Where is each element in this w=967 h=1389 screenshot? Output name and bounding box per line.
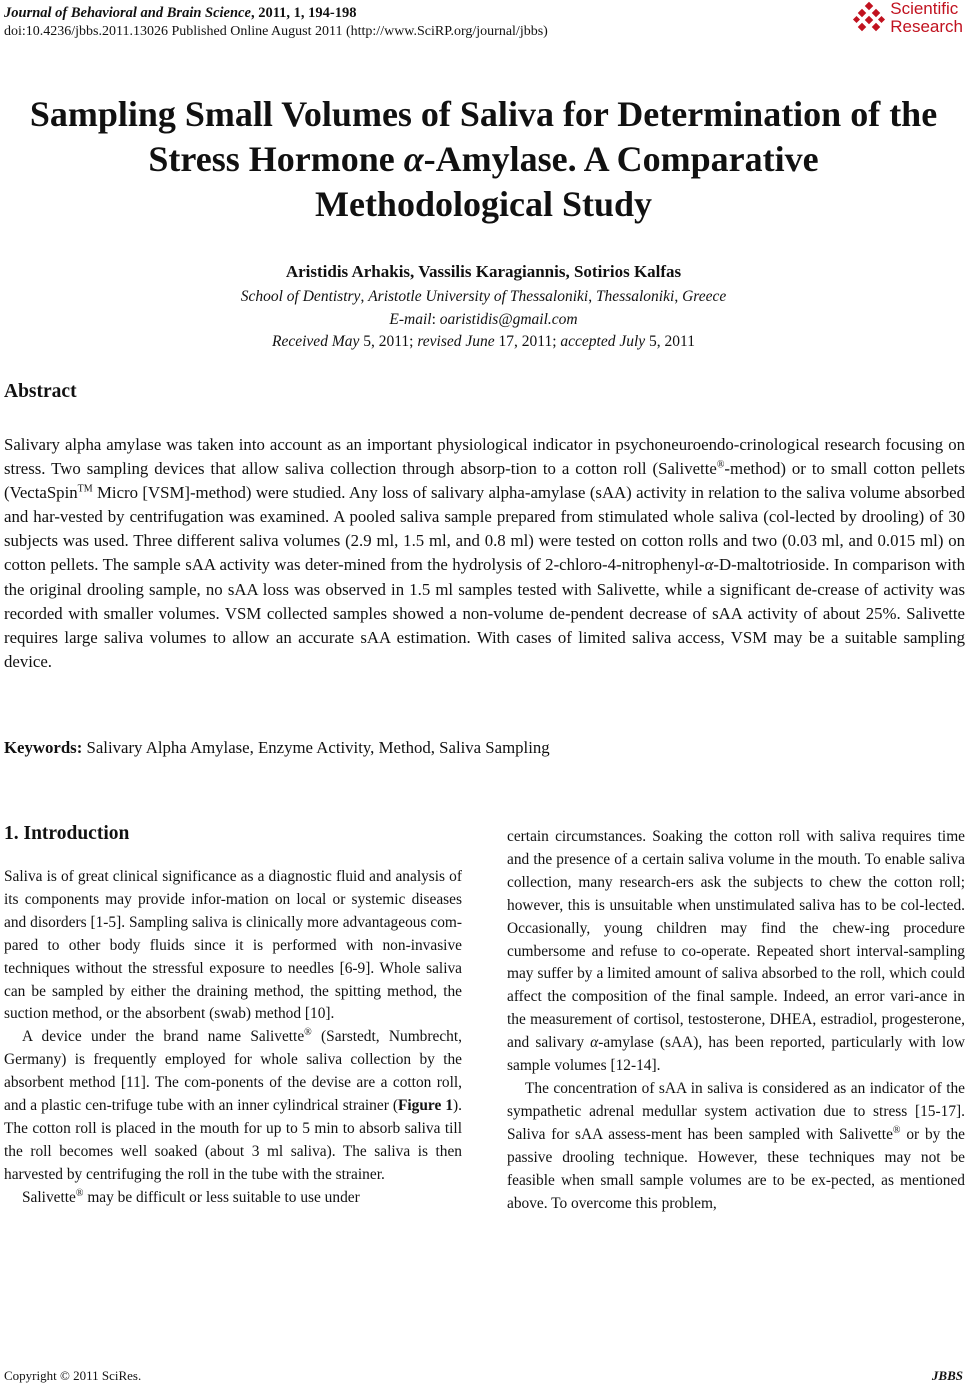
running-header [4,4,548,41]
registered-mark: ® [304,1027,312,1039]
author-email [0,310,967,330]
logo-word-1: Scientific [890,0,959,18]
right-p2-part-b: or by the passive drooling technique. However, these techniques may not be feasible when small sample volumes are to be ex-pected, as mentioned above. To overcome this problem, [507,1125,965,1212]
intro-paragraph-3 [4,1187,462,1210]
right-p2-part-a: The concentration of sAA in saliva is considered as an indicator of the sympathetic adrenal medullar system activation due to stress [15-17]. Saliva for sAA assess-ment has been sampled with Salivette [507,1079,965,1143]
figure-1-reference[interactable]: Figure 1 [397,1097,454,1115]
publisher-logo [852,0,963,36]
affiliation [0,287,967,307]
abstract-part-2: -method) or to small cotton pellets (VectaSpin [4,459,965,503]
affiliation-university: Aristotle University of Thessaloniki [368,288,589,305]
body-column-left [4,818,462,1210]
trademark-mark: TM [77,483,93,495]
intro-p2-part-c: ). The cotton roll is placed in the mouth for up to 5 min to absorb saliva till the roll becomes well soaked (about 3 ml saliva). The saliva is then harvested by centrifuging the roll in the tube with the strainer. [4,1097,462,1183]
title-line-2c: -Amylase. A Comparative [423,139,819,179]
abstract-alpha: α [704,555,714,575]
section-heading-introduction: 1. Introduction [4,823,130,844]
received-date: 5, 2011; [359,333,418,350]
abstract-heading: Abstract [4,381,77,402]
affiliation-city: Thessaloniki [595,288,675,305]
title-alpha: α [403,139,424,179]
logo-word-2: Research [890,17,963,36]
intro-p3-part-b: may be difficult or less suitable to use under [83,1188,360,1206]
manuscript-dates [0,332,967,352]
affiliation-sep: , [674,288,683,305]
affiliation-country: Greece [682,288,727,305]
registered-mark: ® [75,1187,84,1199]
journal-volume: , 2011, 1, 194-198 [250,5,357,21]
body-column-right [507,826,965,1215]
received-label: Received May [272,333,360,350]
logo-wordmark [890,0,963,36]
title-line-2a: Stress Hormone [148,139,404,179]
email-label: E-mail [389,311,432,328]
scientific-research-logo-icon [852,1,886,35]
revised-date: 17, 2011; [494,333,561,350]
accepted-date: 5, 2011 [645,333,695,350]
title-line-1: Sampling Small Volumes of Saliva for Determination of the [29,94,938,134]
intro-p2-part-b: (Sarstedt, Numbrecht, Germany) is frequently employed for whole saliva collection by the absorbent method [11]. The com-ponents of the devise are a cotton roll, and a plastic cen-trifuge tube with an inner cylindrical strainer ( [4,1028,462,1115]
registered-mark: ® [892,1124,901,1136]
affiliation-school: School of Dentistry [240,288,361,305]
abstract-part-1: Salivary alpha amylase was taken into account as an important physiological indicator in psychoneuroendo-crinological research focusing on stress. Two sampling devices that allow saliva collection through absorp-tion to a cotton roll (Salivette [4,435,965,479]
right-p1-part-b: -amylase (sAA), has been reported, particularly with low sample volumes [12-14]. [507,1034,965,1075]
keywords-label: Keywords: [4,738,83,757]
footer-journal-abbr: JBBS [931,1368,963,1383]
intro-paragraph-1: Saliva is of great clinical significance as a diagnostic fluid and analysis of its components may provide infor-mation on local or systemic diseases and disorders [1-5]. Sampling saliva is clinically more advantageous com-pared to other body fluids since it is performed with non-invasive techniques without the stressful exposure to needles [6-9]. Whole saliva can be sampled by either the draining method, the spitting method, the suction method, or the absorbent (swab) method [10]. [4,868,462,1023]
intro-paragraph-4 [507,1078,965,1215]
doi-line: doi:10.4236/jbbs.2011.13026 Published Online August 2011 (http://www.SciRP.org/journal/jbbs) [4,24,548,39]
abstract-text [4,433,965,674]
intro-paragraph-2 [4,1026,462,1186]
email-address[interactable]: oaristidis@gmail.com [439,311,578,328]
abstract-part-4: -D-maltotrioside. In comparison with the original drooling sample, no sAA loss was observed in 1.5 ml samples tested with Salivette, while a significant de-crease of activity was recorded with smaller volumes. VSM collected samples showed a non-volume de-pendent decrease of sAA activity of about 25%. Salivette requires large saliva volumes to allow an accurate sAA estimation. With cases of limited saliva access, VSM may be a suitable sampling device. [4,555,965,671]
paper-title [0,92,967,227]
affiliation-sep: , [360,288,369,305]
journal-citation [4,4,548,23]
email-sep: : [431,311,440,328]
revised-label: revised June [417,333,495,350]
intro-paragraph-continued [507,826,965,1078]
author-list: Aristidis Arhakis, Vassilis Karagiannis, Sotirios Kalfas [285,262,682,281]
keywords [4,737,550,759]
registered-mark: ® [716,459,725,471]
journal-name: Journal of Behavioral and Brain Science [4,5,251,21]
title-line-3: Methodological Study [314,184,653,224]
keywords-list: Salivary Alpha Amylase, Enzyme Activity, Method, Saliva Sampling [82,738,550,757]
intro-p3-part-a: Salivette [22,1188,76,1206]
right-p1-part-a: certain circumstances. Soaking the cotton roll with saliva requires time and the presence of a certain saliva volume in the mouth. To enable saliva collection, many research-ers ask the subjects to chew the cotton roll; however, this is unsuitable when unstimulated saliva has to be col-lected. Occasionally, young children may find the chew-ing procedure cumbersome and refuse to co-operate. Repeated short interval-sampling may suffer by a limited amount of saliva absorbed to the roll, which could affect the composition of the final sample. Indeed, an error vari-ance in the measurement of cortisol, testosterone, DHEA, estradiol, progesterone, and salivary [507,828,965,1052]
abstract-part-3: Micro [VSM]-method) were studied. Any loss of salivary alpha-amylase (sAA) activity in relation to the saliva volume absorbed and har-vested by centrifugation was examined. A pooled saliva sample prepared from stimulated whole saliva (col-lected by drooling) of 30 subjects was used. Three different saliva volumes (2.9 ml, 1.5 ml, and 0.8 ml) were tested on cotton rolls and two (0.03 ml, and 0.015 ml) on cotton pellets. The sample sAA activity was deter-mined from the hydrolysis of 2-chloro-4-nitrophenyl- [4,483,965,575]
footer-copyright: Copyright © 2011 SciRes. [4,1368,142,1383]
affiliation-sep: , [588,288,596,305]
accepted-label: accepted July [560,333,646,350]
right-p1-alpha: α [590,1034,599,1052]
intro-p2-part-a: A device under the brand name Salivette [22,1028,305,1046]
